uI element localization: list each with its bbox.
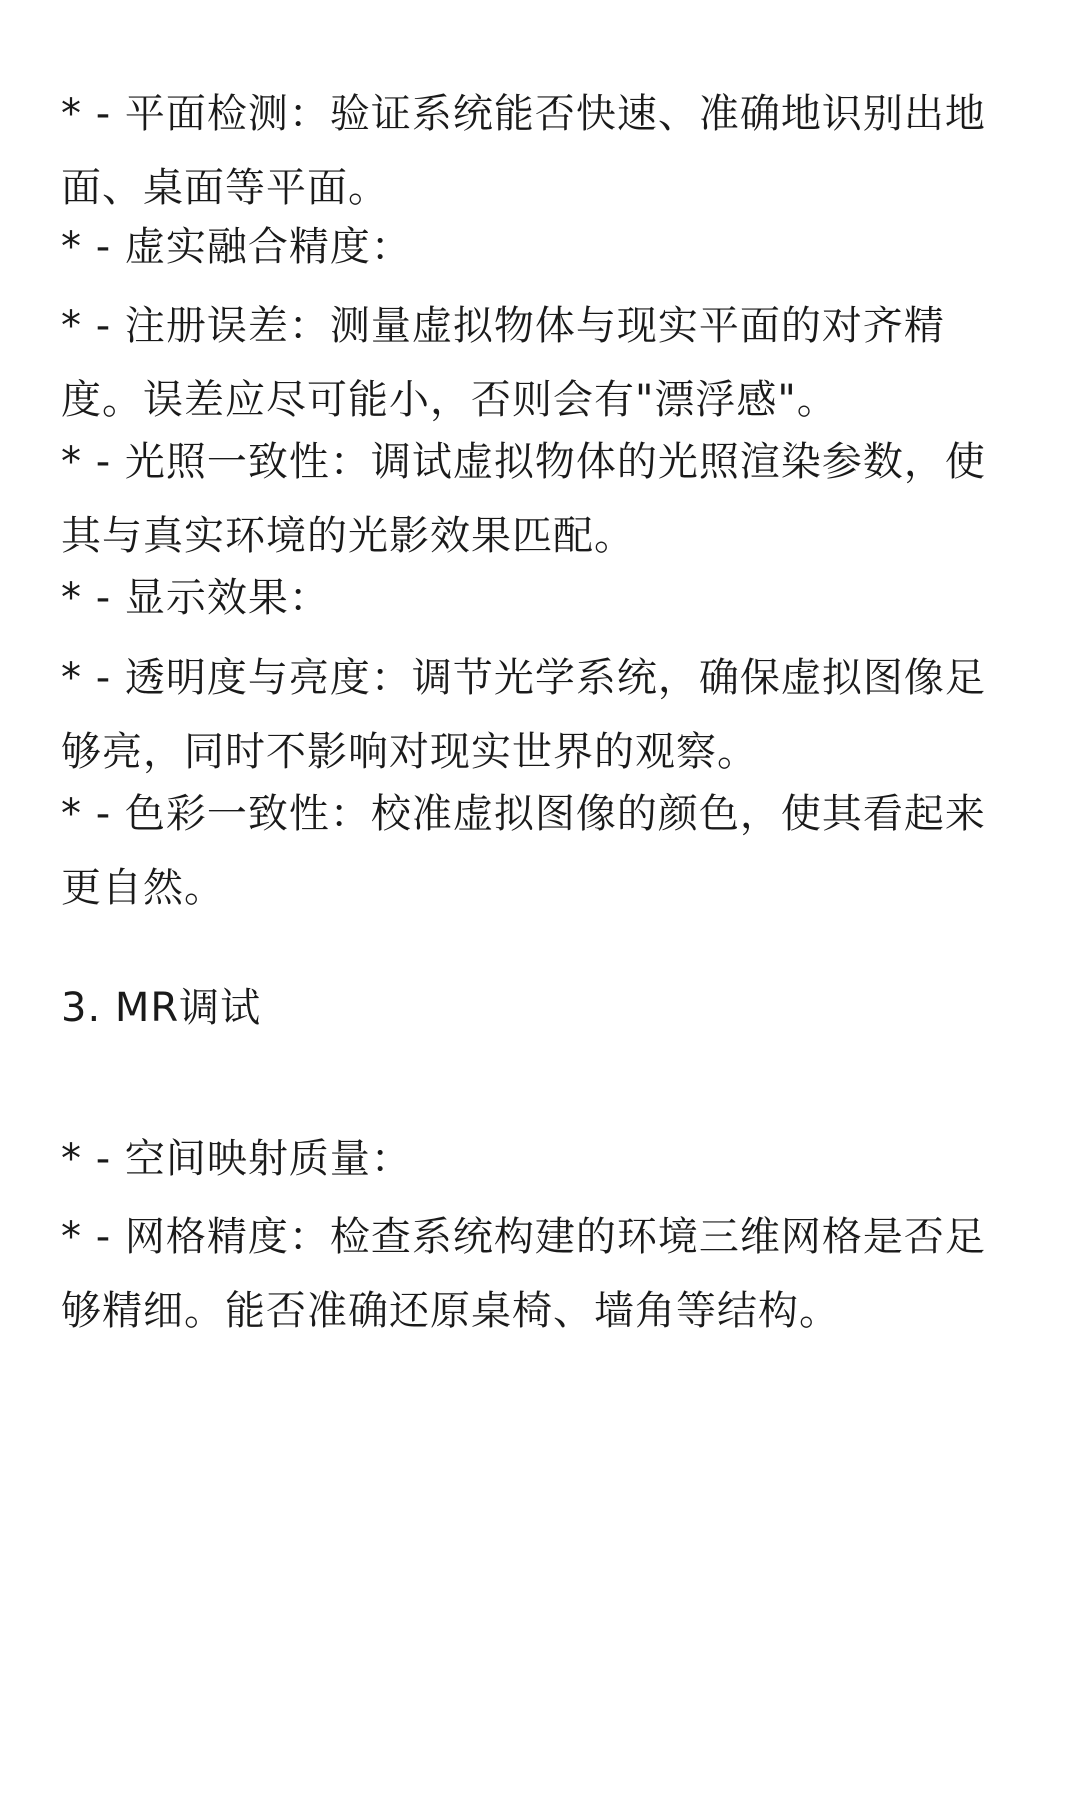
bullet-virtual-real-fusion: * - 虚实融合精度：	[61, 224, 412, 270]
bullet-color-consistency: * - 色彩一致性：校准虚拟图像的颜色，使其看起来更自然。	[61, 791, 986, 911]
bullet-lighting-consistency: * - 光照一致性：调试虚拟物体的光照渲染参数，使其与真实环境的光影效果匹配。	[61, 439, 986, 559]
bullet-plane-detection: * - 平面检测：验证系统能否快速、准确地识别出地面、桌面等平面。	[61, 91, 986, 211]
bullet-transparency-brightness: * - 透明度与亮度：调节光学系统，确保虚拟图像足够亮，同时不影响对现实世界的观察。	[61, 655, 986, 775]
bullet-mesh-precision: * - 网格精度：检查系统构建的环境三维网格是否足够精细。能否准确还原桌椅、墙角等结构。	[61, 1214, 986, 1334]
section-heading-mr-debugging: 3. MR调试	[61, 985, 262, 1031]
bullet-registration-error: * - 注册误差：测量虚拟物体与现实平面的对齐精度。误差应尽可能小，否则会有"漂浮感"。	[61, 303, 945, 423]
bullet-display-effect: * - 显示效果：	[61, 575, 330, 621]
bullet-spatial-mapping-quality: * - 空间映射质量：	[61, 1136, 412, 1182]
